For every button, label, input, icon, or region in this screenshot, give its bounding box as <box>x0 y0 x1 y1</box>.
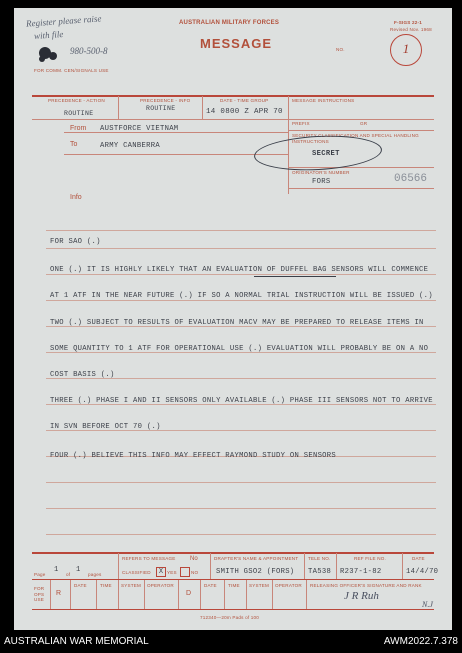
service-heading: AUSTRALIAN MILITARY FORCES <box>179 20 280 26</box>
footer-institution: AUSTRALIAN WAR MEMORIAL <box>4 636 149 647</box>
routing-rule-3 <box>288 130 434 131</box>
no-checkbox-label: NO <box>191 570 199 575</box>
ops-divider <box>70 580 71 609</box>
gr-label: GR <box>360 121 368 126</box>
ink-blot-icon <box>36 44 60 64</box>
classified-no-checkbox[interactable] <box>180 567 190 577</box>
ops-divider <box>200 580 201 609</box>
ref-file-value: R237-1-82 <box>340 568 382 576</box>
handwritten-note-line2: with file <box>33 28 64 42</box>
page-circle <box>390 34 422 66</box>
ops-divider <box>272 580 273 609</box>
drafter-label: DRAFTER'S NAME & APPOINTMENT <box>214 556 299 561</box>
dtg-label: DATE - TIME GROUP <box>220 98 269 103</box>
d-col-time: TIME <box>228 583 240 588</box>
routing-rule-5 <box>288 188 434 189</box>
page-circle-number: 1 <box>402 41 410 56</box>
stamp-number: 06566 <box>394 173 428 185</box>
form-code: F-SIGS 22-1 <box>394 20 422 25</box>
to-value: ARMY CANBERRA <box>100 142 160 150</box>
routing-divider-2 <box>202 96 203 119</box>
drafter-value: SMITH GSO2 (FORS) <box>216 568 295 576</box>
tele-value: TA538 <box>308 568 332 576</box>
routing-top-rule <box>32 95 434 97</box>
security-value: SECRET <box>312 150 340 158</box>
of-label: of <box>66 572 71 577</box>
ops-divider <box>178 580 179 609</box>
precedence-info-value: ROUTINE <box>146 105 176 112</box>
r-label: R <box>56 590 62 597</box>
body-rule <box>46 300 436 301</box>
body-rule <box>46 230 436 231</box>
routing-divider-1 <box>118 96 119 119</box>
ops-divider <box>144 580 145 609</box>
originator-value: FORS <box>312 178 331 186</box>
r-col-operator: OPERATOR <box>147 583 174 588</box>
bottom-divider <box>210 553 211 579</box>
r-col-time: TIME <box>100 583 112 588</box>
ops-divider <box>224 580 225 609</box>
body-line: IN SVN BEFORE OCT 70 (.) <box>50 423 161 431</box>
releasing-initials: N.J <box>422 600 433 609</box>
routing-rule-2 <box>288 119 434 120</box>
handwritten-file-ref: 980-500-8 <box>70 46 108 56</box>
bottom-end-rule <box>32 609 434 610</box>
page-label: Page <box>34 572 46 577</box>
body-line: ONE (.) IT IS HIGHLY LIKELY THAT AN EVALUATION OF DUFFEL BAG SENSORS WILL COMMENCE <box>50 266 429 274</box>
body-line: FOR SAO (.) <box>50 238 101 246</box>
bottom-divider <box>402 553 403 579</box>
ops-divider <box>246 580 247 609</box>
ops-divider <box>50 580 51 609</box>
body-rule <box>46 274 436 275</box>
date-value: 14/4/70 <box>406 568 439 576</box>
body-line: THREE (.) PHASE I AND II SENSORS ONLY AVAILABLE (.) PHASE III SENSORS NOT TO ARRIVE <box>50 397 433 405</box>
info-label: Info <box>70 194 82 201</box>
ops-divider <box>306 580 307 609</box>
from-label: From <box>70 125 87 132</box>
d-col-date: DATE <box>204 583 217 588</box>
bottom-top-rule <box>32 552 434 554</box>
body-rule <box>46 534 436 535</box>
dtg-value: 14 0800 Z APR 70 <box>206 108 283 116</box>
routing-rule-1 <box>32 119 288 120</box>
form-title: MESSAGE <box>200 36 273 51</box>
revised-date: Revised Nov. 1968 <box>390 27 432 32</box>
tele-label: TELE NO. <box>308 556 331 561</box>
ops-use-label: FOR OPS USE <box>34 586 45 602</box>
comm-use-label: FOR COMM. CEN/SIGNALS USE <box>34 68 109 73</box>
underline-mark <box>254 276 336 277</box>
precedence-action-label: PRECEDENCE - ACTION <box>48 98 105 103</box>
refers-label: REFERS TO MESSAGE <box>122 556 176 561</box>
no-label: NO. <box>336 47 345 52</box>
ref-file-label: REF FILE NO. <box>354 556 387 561</box>
body-rule <box>46 508 436 509</box>
footer-accession-number: AWM2022.7.378 <box>383 636 458 647</box>
body-rule <box>46 248 436 249</box>
security-label: SECURITY CLASSIFICATION AND SPECIAL HANDLING INSTRUCTIONS <box>292 133 419 144</box>
r-col-system: SYSTEM <box>121 583 142 588</box>
bottom-divider <box>118 553 119 579</box>
bottom-mid-rule <box>32 579 434 580</box>
releasing-label: RELEASING OFFICER'S SIGNATURE AND RANK <box>310 583 422 588</box>
body-line: TWO (.) SUBJECT TO RESULTS OF EVALUATION MACV MAY BE PREPARED TO RELEASE ITEMS IN <box>50 319 424 327</box>
body-rule <box>46 482 436 483</box>
prefix-label: PREFIX <box>292 121 310 126</box>
d-label: D <box>186 590 192 597</box>
classified-label: CLASSIFIED <box>122 570 151 575</box>
ops-divider <box>96 580 97 609</box>
r-col-date: DATE <box>74 583 87 588</box>
precedence-info-label: PRECEDENCE - INFO <box>140 98 191 103</box>
d-col-operator: OPERATOR <box>275 583 302 588</box>
body-line: COST BASIS (.) <box>50 371 115 379</box>
originator-label: ORIGINATOR'S NUMBER <box>292 170 350 175</box>
message-instructions-label: MESSAGE INSTRUCTIONS <box>292 98 355 103</box>
yes-label: YES <box>167 570 177 575</box>
to-label: To <box>70 141 78 148</box>
print-code: 712340—20m Pads of 100 <box>200 615 260 620</box>
body-line: FOUR (.) BELIEVE THIS INFO MAY EFFECT RAYMOND STUDY ON SENSORS <box>50 452 337 460</box>
pages-value: 1 <box>76 566 81 574</box>
bottom-divider <box>336 553 337 579</box>
releasing-signature: J R Ruh <box>344 590 379 602</box>
date-label: DATE <box>412 556 425 561</box>
d-col-system: SYSTEM <box>249 583 270 588</box>
refers-no-symbol: No <box>190 556 198 562</box>
pages-label: pages <box>88 572 102 577</box>
precedence-action-value: ROUTINE <box>64 110 94 117</box>
from-value: AUSTFORCE VIETNAM <box>100 125 179 133</box>
ops-divider <box>118 580 119 609</box>
body-line: AT 1 ATF IN THE NEAR FUTURE (.) IF SO A NORMAL TRIAL INSTRUCTION WILL BE ISSUED (.) <box>50 292 433 300</box>
page-value: 1 <box>54 566 59 574</box>
body-line: SOME QUANTITY TO 1 ATF FOR OPERATIONAL USE (.) EVALUATION WILL PROBABLY BE ON A NO <box>50 345 429 353</box>
classified-yes-checkbox[interactable]: X <box>156 567 166 577</box>
handwritten-note-line1: Register please raise <box>25 13 102 29</box>
message-form <box>14 8 452 630</box>
bottom-divider <box>304 553 305 579</box>
